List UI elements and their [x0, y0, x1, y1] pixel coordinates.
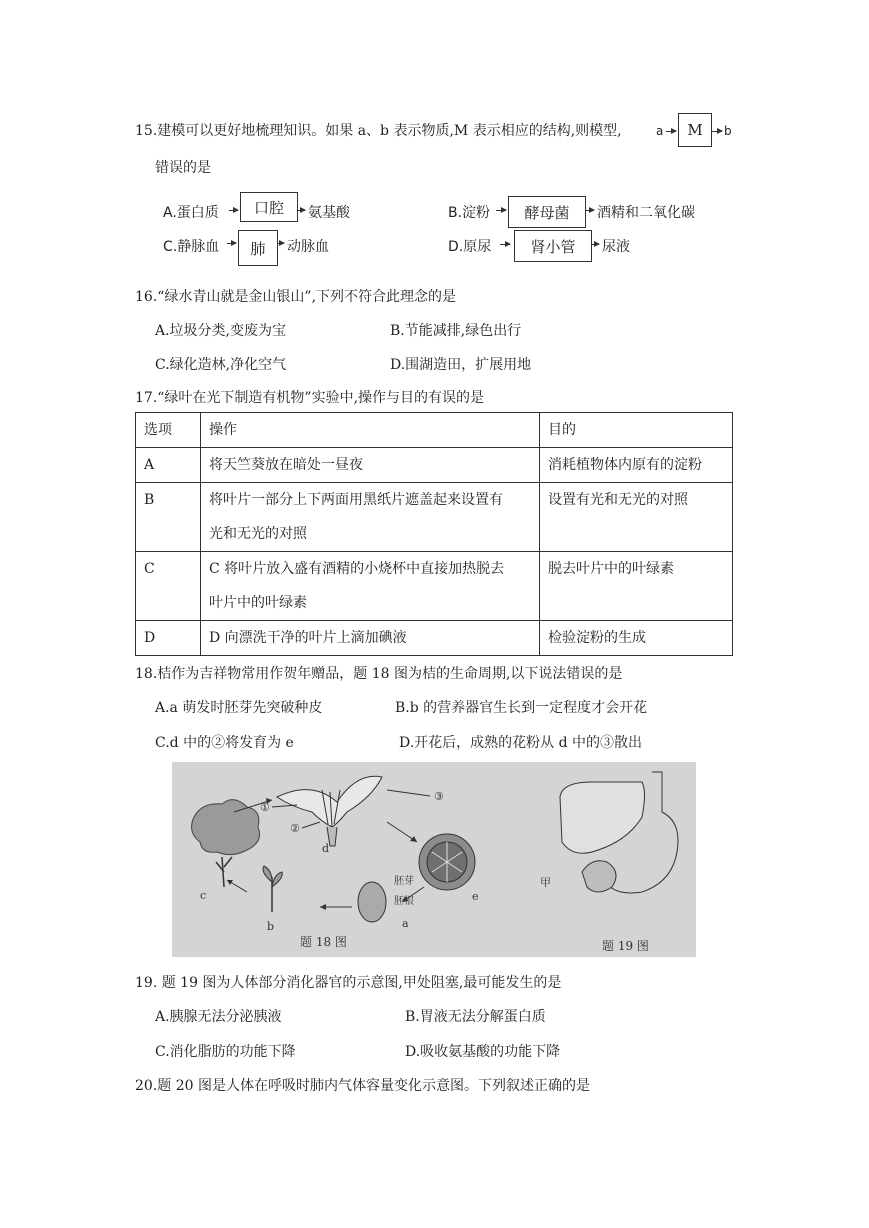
label-d: d — [322, 842, 330, 855]
q19-option-c: C.消化脂肪的功能下降 — [155, 1044, 296, 1060]
q19-option-a: A.胰腺无法分泌胰液 — [155, 1009, 282, 1025]
header-purpose: 目的 — [540, 413, 733, 448]
q18-option-b: B.b 的营养器官生长到一定程度才会开花 — [395, 700, 648, 716]
model-b: b — [724, 124, 732, 138]
row-purpose: 脱去叶片中的叶绿素 — [540, 552, 733, 621]
flower-icon — [277, 776, 382, 846]
row-option: B — [136, 483, 201, 552]
table-row — [136, 552, 733, 621]
label-jia: 甲 — [540, 876, 551, 889]
operation-line: C 将叶片放入盛有酒精的小烧杯中直接加热脱去 — [209, 561, 505, 577]
row-purpose: 检验淀粉的生成 — [540, 621, 733, 656]
q19-stem: 19. 题 19 图为人体部分消化器官的示意图,甲处阻塞,最可能发生的是 — [135, 975, 562, 991]
option-label: D.原尿 — [448, 239, 492, 255]
option-result: 氨基酸 — [308, 205, 350, 221]
row-option: A — [136, 448, 201, 483]
arrow-icon — [711, 131, 722, 132]
arrow-icon — [666, 131, 676, 132]
row-purpose: 消耗植物体内原有的淀粉 — [540, 448, 733, 483]
q18-option-a: A.a 萌发时胚芽先突破种皮 — [155, 700, 323, 716]
header-operation: 操作 — [201, 413, 540, 448]
row-option: C — [136, 552, 201, 621]
figure-18-19 — [172, 762, 696, 957]
arrow-icon — [585, 210, 594, 211]
fruit-icon — [419, 834, 475, 890]
model-m-box: M — [678, 113, 712, 147]
arrow-icon — [591, 244, 599, 245]
q18-option-d: D.开花后，成熟的花粉从 d 中的③散出 — [399, 735, 643, 751]
row-operation: D 向漂洗干净的叶片上滴加碘液 — [201, 621, 540, 656]
structure-box: 肾小管 — [514, 230, 592, 262]
arrow-icon — [227, 243, 236, 244]
option-result: 尿液 — [602, 239, 630, 255]
option-label: A.蛋白质 — [163, 205, 219, 221]
model-a: a — [656, 124, 664, 138]
digestive-organs-icon — [560, 772, 678, 893]
row-purpose: 设置有光和无光的对照 — [540, 483, 733, 552]
q17-stem: 17.“绿叶在光下制造有机物”实验中,操作与目的有误的是 — [135, 390, 485, 406]
q19-option-d: D.吸收氨基酸的功能下降 — [405, 1044, 561, 1060]
fig18-caption: 题 18 图 — [300, 935, 347, 949]
label-embryo-root: 胚根 — [394, 896, 414, 907]
row-option: D — [136, 621, 201, 656]
row-operation: 将天竺葵放在暗处一昼夜 — [201, 448, 540, 483]
arrow-icon — [297, 210, 305, 211]
label-circle-1: ① — [260, 801, 270, 814]
structure-box: 口腔 — [240, 192, 298, 222]
table-row — [136, 621, 733, 656]
q15-stem-end: 错误的是 — [155, 160, 211, 176]
label-a: a — [402, 917, 409, 930]
label-c: c — [200, 889, 207, 902]
fig19-caption: 题 19 图 — [602, 939, 649, 953]
arrow-icon — [229, 210, 238, 211]
q16-stem: 16.“绿水青山就是金山银山”,下列不符合此理念的是 — [135, 289, 457, 305]
option-result: 酒精和二氧化碳 — [597, 205, 695, 221]
q18-option-c: C.d 中的②将发育为 e — [155, 735, 294, 751]
seedling-icon — [263, 866, 282, 912]
q18-stem: 18.桔作为吉祥物常用作贺年赠品，题 18 图为桔的生命周期,以下说法错误的是 — [135, 666, 623, 682]
seed-icon — [358, 882, 386, 922]
row-operation — [201, 483, 540, 552]
q16-option-b: B.节能减排,绿色出行 — [390, 323, 522, 339]
option-label: B.淀粉 — [448, 205, 491, 221]
label-embryo-bud: 胚芽 — [394, 876, 414, 887]
life-cycle-diagram — [172, 762, 696, 957]
arrow-icon — [496, 210, 506, 211]
table-row — [136, 448, 733, 483]
q16-option-a: A.垃圾分类,变废为宝 — [155, 323, 287, 339]
q16-option-d: D.围湖造田，扩展用地 — [390, 357, 532, 373]
label-circle-2: ② — [290, 822, 300, 835]
option-label: C.静脉血 — [163, 239, 220, 255]
label-circle-3: ③ — [434, 790, 444, 803]
table-header — [136, 413, 733, 448]
arrow-icon — [277, 243, 284, 244]
label-e: e — [472, 890, 479, 903]
row-operation — [201, 552, 540, 621]
q20-stem: 20.题 20 图是人体在呼吸时肺内气体容量变化示意图。下列叙述正确的是 — [135, 1078, 590, 1094]
tree-icon — [192, 800, 260, 887]
arrow-icon — [500, 244, 510, 245]
header-option: 选项 — [136, 413, 201, 448]
q15-stem: 15.建模可以更好地梳理知识。如果 a、b 表示物质,M 表示相应的结构,则模型, — [135, 123, 622, 139]
q17-table — [135, 412, 733, 656]
q16-option-c: C.绿化造林,净化空气 — [155, 357, 287, 373]
q19-option-b: B.胃液无法分解蛋白质 — [405, 1009, 546, 1025]
structure-box: 肺 — [238, 230, 278, 266]
table-row — [136, 483, 733, 552]
label-b: b — [267, 920, 275, 933]
operation-line: 叶片中的叶绿素 — [209, 595, 307, 611]
option-result: 动脉血 — [287, 239, 329, 255]
operation-line: 将叶片一部分上下两面用黑纸片遮盖起来设置有 — [209, 492, 503, 508]
operation-line: 光和无光的对照 — [209, 526, 307, 542]
structure-box: 酵母菌 — [508, 196, 586, 228]
